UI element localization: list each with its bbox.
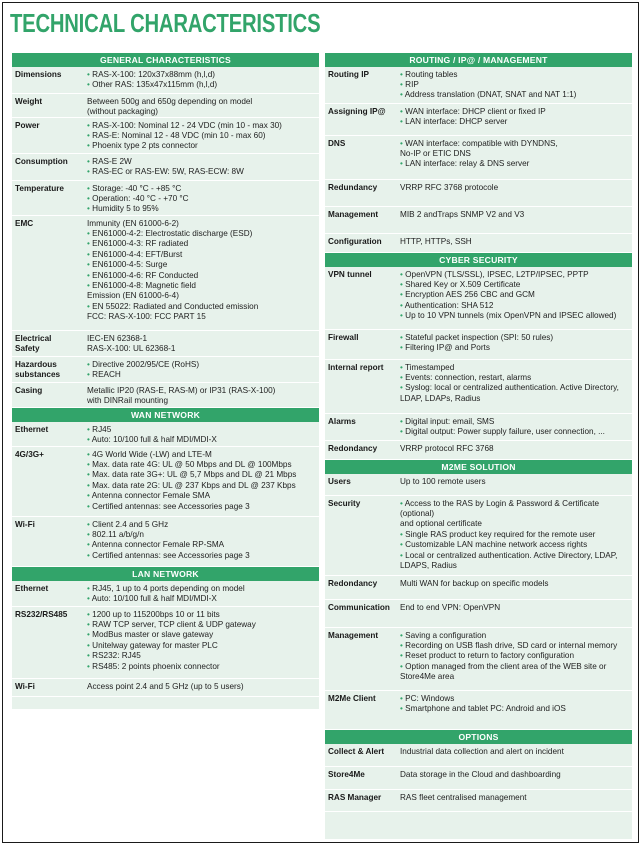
- spec-label: Weight: [15, 97, 43, 106]
- spec-value-line: Access point 2.4 and 5 GHz (up to 5 users): [87, 681, 244, 691]
- spec-label: VPN tunnel: [328, 270, 372, 279]
- spec-value-line: • Syslog: local or centralized authentication. Active Directory,: [400, 383, 629, 393]
- spec-label: Ethernet: [15, 425, 49, 434]
- spec-row-m2me-client: [325, 691, 632, 730]
- spec-value-line: • 802.11 a/b/g/n: [87, 530, 316, 540]
- spec-row-weight: [12, 94, 319, 118]
- right-column: [325, 53, 632, 839]
- spec-row-internal-report: [325, 360, 632, 414]
- spec-row-emc: [12, 216, 319, 331]
- spec-row-ras-manager: [325, 790, 632, 812]
- spec-value-line: • RAS-E: Nominal 12 - 48 VDC (min 10 - max 60): [87, 131, 316, 141]
- spec-row-dns: [325, 136, 632, 180]
- spec-value-line: • Access to the RAS by Login & Password & Certificate: [400, 499, 629, 509]
- spec-row-casing: [12, 383, 319, 408]
- spec-label: Consumption: [15, 157, 68, 166]
- spec-value-line: Multi WAN for backup on specific models: [400, 578, 549, 588]
- spec-row-communication: [325, 600, 632, 628]
- spec-values: [87, 216, 319, 330]
- spec-value-line: • Up to 10 VPN tunnels (mix OpenVPN and IPSEC allowed): [400, 311, 629, 321]
- spec-row-wi-fi: [12, 517, 319, 567]
- spec-row-ethernet: [12, 581, 319, 607]
- spec-row-electrical-safety: [12, 331, 319, 357]
- spec-values: [400, 790, 632, 811]
- spec-row-firewall: [325, 330, 632, 360]
- spec-row-collect-alert: [325, 744, 632, 767]
- section-header-routing-ip-management: ROUTING / IP@ / MANAGEMENT: [325, 53, 632, 67]
- spec-value-line: • RAS-EC or RAS-EW: 5W, RAS-ECW: 8W: [87, 167, 316, 177]
- spec-value-line: • Shared Key or X.509 Certificate: [400, 280, 629, 290]
- spec-values: [87, 154, 319, 180]
- section-header-m2me-solution: M2ME SOLUTION: [325, 460, 632, 474]
- spec-value-line: • Smartphone and tablet PC: Android and iOS: [400, 704, 629, 714]
- spec-value-line: • Max. data rate 2G: UL @ 237 Kbps and DL @ 237 Kbps: [87, 481, 316, 491]
- spec-value-line: • RAS-E 2W: [87, 157, 316, 167]
- spec-value-line: • EN61000-4-3: RF radiated: [87, 239, 316, 249]
- spec-value-line: • WAN interface: compatible with DYNDNS,: [400, 139, 629, 149]
- spec-value-line: • Certified antennas: see Accessories page 3: [87, 551, 316, 561]
- spec-row-ethernet: [12, 422, 319, 447]
- spec-value-line: VRRP RFC 3768 protocole: [400, 182, 499, 192]
- spec-row-wi-fi: [12, 679, 319, 697]
- spec-value-line: • LAN interface: relay & DNS server: [400, 159, 629, 169]
- spec-label: Collect & Alert: [328, 747, 385, 756]
- spec-value-line: • EN61000-4-2: Electrostatic discharge (ESD): [87, 229, 316, 239]
- spec-value-line: Store4Me area: [400, 672, 455, 682]
- spec-value-line: • RS485: 2 points phoenix connector: [87, 662, 316, 672]
- spec-value-line: • Encryption AES 256 CBC and GCM: [400, 290, 629, 300]
- spec-value-line: • Other RAS: 135x47x115mm (h,l,d): [87, 80, 316, 90]
- spec-value-line: VRRP protocol RFC 3768: [400, 443, 494, 453]
- spec-value-line: • ModBus master or slave gateway: [87, 630, 316, 640]
- spec-value-line: • Certified antennas: see Accessories page 3: [87, 502, 316, 512]
- spec-value-line: • Phoenix type 2 pts connector: [87, 141, 316, 151]
- spec-label: Hazardous substances: [15, 360, 61, 380]
- spec-value-line: • Auto: 10/100 full & half MDI/MDI-X: [87, 435, 316, 445]
- spec-value-line: and optional certificate: [400, 519, 482, 529]
- spec-value-line: Between 500g and 650g depending on model: [87, 96, 253, 106]
- spec-value-line: • Address translation (DNAT, SNAT and NAT 1:1): [400, 90, 629, 100]
- spec-value-line: • Storage: -40 °C - +85 °C: [87, 184, 316, 194]
- spec-value-line: • Stateful packet inspection (SPI: 50 rules): [400, 333, 629, 343]
- spec-values: [400, 767, 632, 789]
- spec-value-line: • 1200 up to 115200bps 10 or 11 bits: [87, 610, 316, 620]
- left-column: [12, 53, 319, 709]
- spec-label: Ethernet: [15, 584, 49, 593]
- spec-value-line: • EN 55022: Radiated and Conducted emission: [87, 302, 316, 312]
- spec-value-line: • Saving a configuration: [400, 631, 629, 641]
- spec-values: [87, 118, 319, 153]
- spec-value-line: • EN61000-4-5: Surge: [87, 260, 316, 270]
- spec-label: Temperature: [15, 184, 64, 193]
- spec-value-line: • RIP: [400, 80, 629, 90]
- spec-row-consumption: [12, 154, 319, 181]
- spec-values: [400, 496, 632, 575]
- spec-label: 4G/3G+: [15, 450, 44, 459]
- spec-label: EMC: [15, 219, 34, 228]
- spec-value-line: • Operation: -40 °C - +70 °C: [87, 194, 316, 204]
- spec-values: [87, 94, 319, 117]
- spec-value-line: • LAN interface: DHCP server: [400, 117, 629, 127]
- spec-value-line: • Digital input: email, SMS: [400, 417, 629, 427]
- spec-label: Assigning IP@: [328, 107, 386, 116]
- spec-label: Users: [328, 477, 351, 486]
- section-header-options: OPTIONS: [325, 730, 632, 744]
- section-header-lan-network: LAN NETWORK: [12, 567, 319, 581]
- spec-value-line: RAS fleet centralised management: [400, 792, 527, 802]
- spec-row-power: [12, 118, 319, 154]
- spec-row-assigning-ip: [325, 104, 632, 136]
- spec-label: Alarms: [328, 417, 356, 426]
- spec-value-line: FCC: RAS-X-100: FCC PART 15: [87, 312, 206, 322]
- spec-row-routing-ip: [325, 67, 632, 104]
- spec-values: [400, 441, 632, 459]
- spec-value-line: LDAP, LDAPs, Radius: [400, 393, 481, 403]
- spec-value-line: • Unitelway gateway for master PLC: [87, 641, 316, 651]
- spec-value-line: • Filtering IP@ and Ports: [400, 343, 629, 353]
- spec-value-line: • PC: Windows: [400, 694, 629, 704]
- spec-row-store4me: [325, 767, 632, 790]
- spec-values: [87, 67, 319, 93]
- spec-label: Store4Me: [328, 770, 365, 779]
- spec-label: Wi-Fi: [15, 682, 35, 691]
- spec-label: Routing IP: [328, 70, 369, 79]
- spec-values: [87, 581, 319, 606]
- spec-label: Electrical Safety: [15, 334, 52, 354]
- spec-value-line: • Max. data rate 4G: UL @ 50 Mbps and DL @ 100Mbps: [87, 460, 316, 470]
- spec-value-line: • RAS-X-100: Nominal 12 - 24 VDC (min 10 - max 30): [87, 121, 316, 131]
- spec-value-line: • Humidity 5 to 95%: [87, 204, 316, 214]
- spec-values: [400, 136, 632, 179]
- spec-value-line: Metallic IP20 (RAS-E, RAS-M) or IP31 (RAS-X-100): [87, 385, 276, 395]
- spec-value-line: • RJ45, 1 up to 4 ports depending on model: [87, 584, 316, 594]
- spec-label: Dimensions: [15, 70, 62, 79]
- spec-row-security: [325, 496, 632, 576]
- spec-values: [400, 67, 632, 103]
- spec-row-vpn-tunnel: [325, 267, 632, 330]
- spec-value-line: • Timestamped: [400, 363, 629, 373]
- spec-value-line: IEC-EN 62368-1: [87, 333, 148, 343]
- spec-value-line: • 4G World Wide (-LW) and LTE-M: [87, 450, 316, 460]
- spec-value-line: • Recording on USB flash drive, SD card or internal memory: [400, 641, 629, 651]
- spec-row-hazardous-substances: [12, 357, 319, 383]
- spec-label: Management: [328, 631, 379, 640]
- spec-values: [400, 207, 632, 233]
- spec-value-line: Up to 100 remote users: [400, 476, 486, 486]
- spec-value-line: • Client 2.4 and 5 GHz: [87, 520, 316, 530]
- spec-value-line: Emission (EN 61000-6-4): [87, 291, 179, 301]
- spec-label: Configuration: [328, 237, 382, 246]
- spec-value-line: No-IP or ETIC DNS: [400, 148, 471, 158]
- spec-value-line: • Option managed from the client area of the WEB site or: [400, 662, 629, 672]
- spec-value-line: (without packaging): [87, 106, 158, 116]
- spec-values: [87, 181, 319, 215]
- spec-label: Redundancy: [328, 183, 378, 192]
- spec-values: [87, 447, 319, 516]
- spec-value-line: • RAW TCP server, TCP client & UDP gateway: [87, 620, 316, 630]
- spec-values: [87, 383, 319, 407]
- spec-values: [400, 576, 632, 599]
- spec-value-line: • OpenVPN (TLS/SSL), IPSEC, L2TP/IPSEC, PPTP: [400, 270, 629, 280]
- spec-value-line: HTTP, HTTPs, SSH: [400, 236, 472, 246]
- spec-label: Firewall: [328, 333, 359, 342]
- spec-label: Internal report: [328, 363, 384, 372]
- spec-value-line: Immunity (EN 61000-6-2): [87, 218, 179, 228]
- page-title: TECHNICAL CHARACTERISTICS: [10, 8, 321, 38]
- spec-values: [87, 422, 319, 446]
- spec-row-redondancy: [325, 576, 632, 600]
- spec-value-line: • Events: connection, restart, alarms: [400, 373, 629, 383]
- spec-row-alarms: [325, 414, 632, 441]
- spec-value-line: • EN61000-4-8: Magnetic field: [87, 281, 316, 291]
- spec-row-configuration: [325, 234, 632, 253]
- spec-value-line: MIB 2 andTraps SNMP V2 and V3: [400, 209, 525, 219]
- spec-row-redundancy: [325, 180, 632, 207]
- spec-value-line: • Antenna connector Female RP-SMA: [87, 540, 316, 550]
- spec-label: DNS: [328, 139, 346, 148]
- spec-values: [400, 234, 632, 252]
- spec-label: M2Me Client: [328, 694, 376, 703]
- spec-values: [87, 331, 319, 356]
- spec-value-line: End to end VPN: OpenVPN: [400, 602, 501, 612]
- spec-label: Communication: [328, 603, 390, 612]
- spec-value-line: LDAPS, Radius: [400, 560, 457, 570]
- spec-value-line: • RS232: RJ45: [87, 651, 316, 661]
- spec-row-management: [325, 628, 632, 691]
- spec-values: [400, 104, 632, 135]
- spec-value-line: • Reset product to return to factory configuration: [400, 651, 629, 661]
- spec-value-line: • EN61000-4-6: RF Conducted: [87, 271, 316, 281]
- spec-value-line: • Digital output: Power supply failure, user connection, ...: [400, 427, 629, 437]
- spec-value-line: • RJ45: [87, 425, 316, 435]
- spec-values: [400, 744, 632, 766]
- spec-value-line: with DINRail mounting: [87, 395, 168, 405]
- spec-row-management: [325, 207, 632, 234]
- spec-values: [400, 628, 632, 690]
- spec-values: [87, 517, 319, 566]
- spec-row-4g-3g: [12, 447, 319, 517]
- spec-value-line: • Customizable LAN machine network access rights: [400, 540, 629, 550]
- spec-value-line: • Directive 2002/95/CE (RoHS): [87, 360, 316, 370]
- spec-values: [87, 357, 319, 382]
- spec-values: [400, 360, 632, 413]
- spec-value-line: RAS-X-100: UL 62368-1: [87, 343, 176, 353]
- spec-label: Casing: [15, 386, 43, 395]
- spec-row-dimensions: [12, 67, 319, 94]
- spec-values: [400, 474, 632, 495]
- spec-row-users: [325, 474, 632, 496]
- spec-label: Security: [328, 499, 361, 508]
- spec-values: [400, 600, 632, 627]
- spec-row-redondancy: [325, 441, 632, 460]
- spec-value-line: Data storage in the Cloud and dashboarding: [400, 769, 561, 779]
- spec-value-line: Industrial data collection and alert on incident: [400, 746, 564, 756]
- spec-value-line: • REACH: [87, 370, 316, 380]
- spec-label: RS232/RS485: [15, 610, 68, 619]
- spec-label: RAS Manager: [328, 793, 382, 802]
- spec-label: Wi-Fi: [15, 520, 35, 529]
- section-header-general-characteristics: GENERAL CHARACTERISTICS: [12, 53, 319, 67]
- spec-value-line: • Antenna connector Female SMA: [87, 491, 316, 501]
- spec-label: Redondancy: [328, 444, 378, 453]
- spec-label: Redondancy: [328, 579, 378, 588]
- spec-row-temperature: [12, 181, 319, 216]
- spec-values: [400, 414, 632, 440]
- spec-value-line: • Authentication: SHA 512: [400, 301, 629, 311]
- spec-value-line: (optional): [400, 508, 435, 518]
- spec-value-line: • WAN interface: DHCP client or fixed IP: [400, 107, 629, 117]
- spec-value-line: • Local or centralized authentication. Active Directory, LDAP,: [400, 551, 629, 561]
- section-header-cyber-security: CYBER SECURITY: [325, 253, 632, 267]
- spec-values: [400, 180, 632, 206]
- spec-value-line: • RAS-X-100: 120x37x88mm (h,l,d): [87, 70, 316, 80]
- spec-values: [400, 691, 632, 729]
- spec-values: [87, 607, 319, 678]
- spec-value-line: • Routing tables: [400, 70, 629, 80]
- spec-row-rs232-rs485: [12, 607, 319, 679]
- spec-values: [87, 679, 319, 696]
- section-header-wan-network: WAN NETWORK: [12, 408, 319, 422]
- spec-values: [400, 267, 632, 329]
- spec-value-line: • EN61000-4-4: EFT/Burst: [87, 250, 316, 260]
- spec-value-line: • Max. data rate 3G+: UL @ 5,7 Mbps and DL @ 21 Mbps: [87, 470, 316, 480]
- spec-value-line: • Single RAS product key required for the remote user: [400, 530, 629, 540]
- spec-label: Power: [15, 121, 40, 130]
- spec-label: Management: [328, 210, 379, 219]
- spec-values: [400, 330, 632, 359]
- spec-value-line: • Auto: 10/100 full & half MDI/MDI-X: [87, 594, 316, 604]
